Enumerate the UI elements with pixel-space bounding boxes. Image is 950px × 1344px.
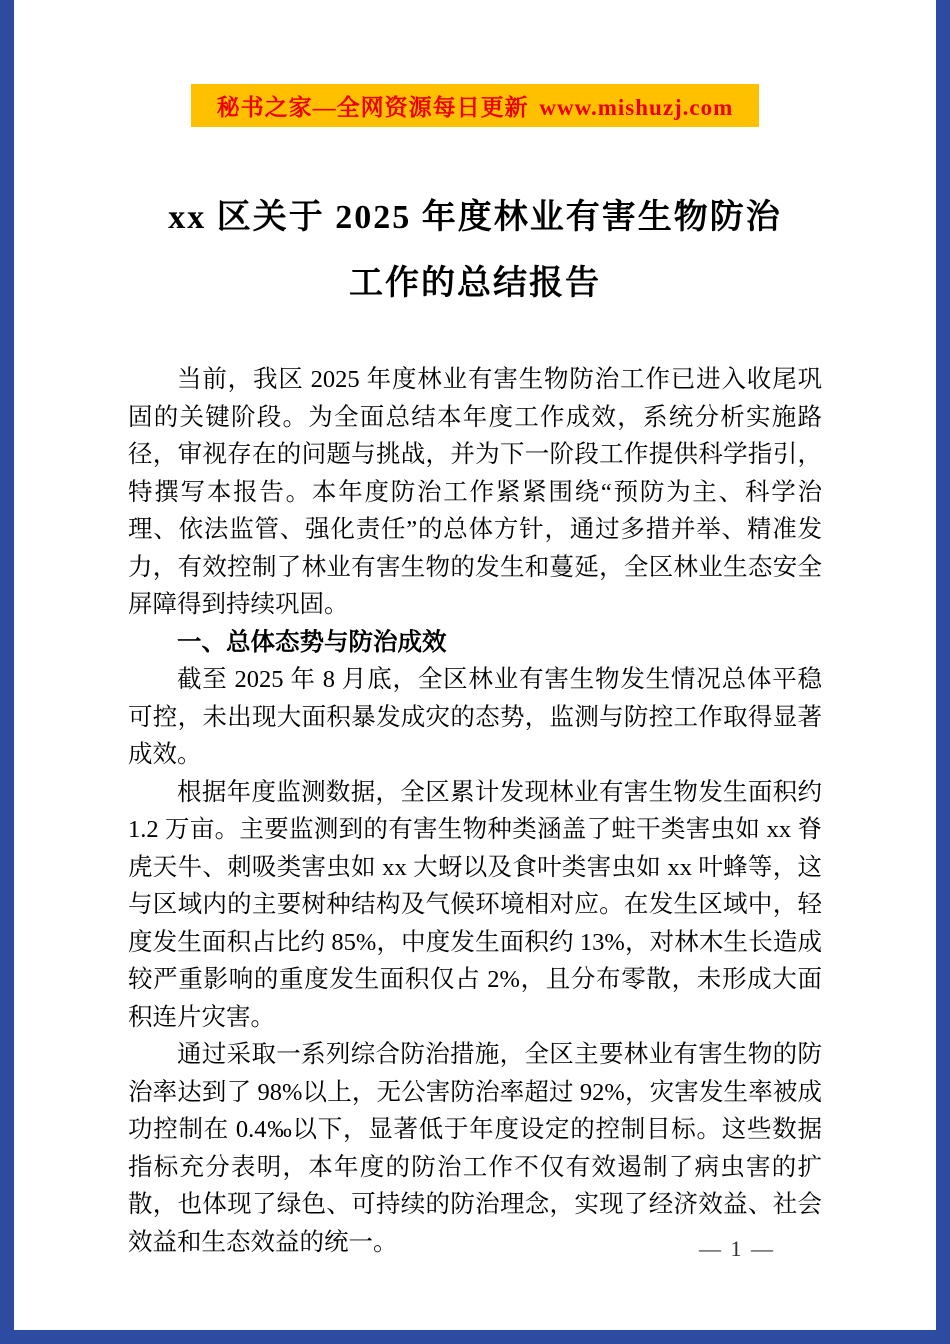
- page-border-right: [936, 0, 950, 1344]
- document-title-line1: xx 区关于 2025 年度林业有害生物防治: [168, 199, 782, 236]
- body-paragraph: 通过采取一系列综合防治措施，全区主要林业有害生物的防治率达到了 98%以上，无公害防治率超过 92%，灾害发生率被成功控制在 0.4‰以下，显著低于年度设定的控制目标。这些数据指标充分表明，本年度的防治工作不仅有效遏制了病虫害的扩散，也体现了绿色、可持续的防治理念，实现了经济效益、社会效益和生态效益的统一。: [128, 1041, 822, 1256]
- site-url: www.mishuzj.com: [539, 95, 734, 120]
- site-banner: [191, 84, 760, 127]
- body-paragraph: 截至 2025 年 8 月底，全区林业有害生物发生情况总体平稳可控，未出现大面积暴发成灾的态势，监测与防控工作取得显著成效。: [128, 666, 822, 768]
- body-paragraph: 根据年度监测数据，全区累计发现林业有害生物发生面积约 1.2 万亩。主要监测到的有害生物种类涵盖了蛀干类害虫如 xx 脊虎天牛、刺吸类害虫如 xx 大蚜以及食叶类害虫如 xx 叶蜂等，这与区域内的主要树种结构及气候环境相对应。在发生区域中，轻度发生面积占比约 85%，中度发生面积约 13%，对林木生长造成较严重影响的重度发生面积仅占 2%，且分布零散，未形成大面积连片灾害。: [128, 778, 822, 1031]
- page-number: — 1 —: [699, 1236, 775, 1261]
- page-border-left: [0, 0, 14, 1344]
- document-title: [60, 185, 890, 317]
- site-tagline: —全网资源每日更新: [312, 95, 536, 120]
- section-heading: 一、总体态势与防治成效: [177, 628, 447, 656]
- document-body: [128, 361, 822, 1261]
- page-border-bottom: [0, 1330, 950, 1344]
- document-title-line2: 工作的总结报告: [349, 265, 601, 302]
- site-brand: 秘书之家: [216, 95, 313, 120]
- body-paragraph: 当前，我区 2025 年度林业有害生物防治工作已进入收尾巩固的关键阶段。为全面总结本年度工作成效，系统分析实施路径，审视存在的问题与挑战，并为下一阶段工作提供科学指引，特撰写本报告。本年度防治工作紧紧围绕“预防为主、科学治理、依法监管、强化责任”的总体方针，通过多措并举、精准发力，有效控制了林业有害生物的发生和蔓延，全区林业生态安全屏障得到持续巩固。: [128, 366, 822, 618]
